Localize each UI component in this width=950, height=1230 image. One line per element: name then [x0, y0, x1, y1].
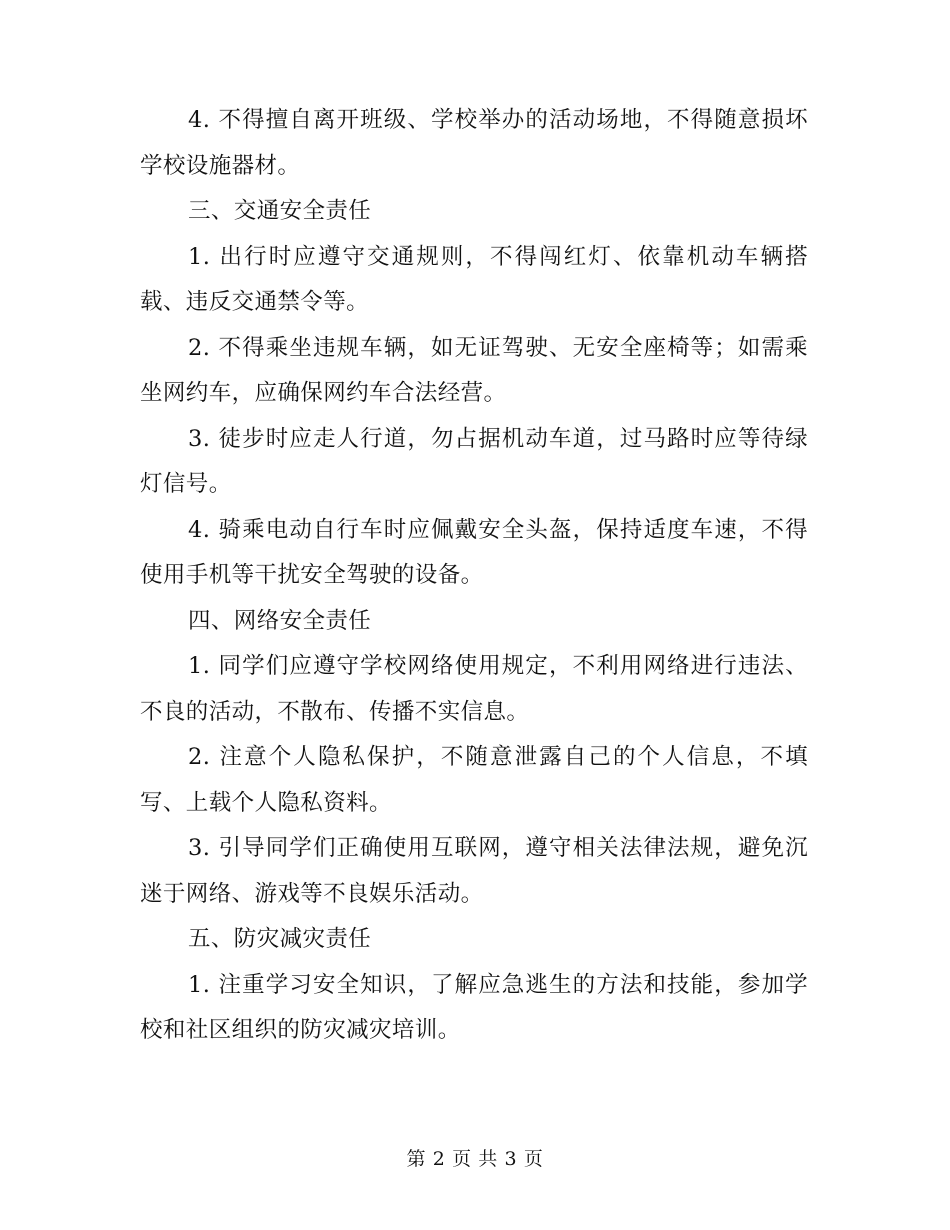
paragraph-item-3-internet-use: 3. 引导同学们正确使用互联网，遵守相关法律法规，避免沉迷于网络、游戏等不良娱乐活动。 [140, 835, 808, 907]
paragraph-item-4-facilities: 4. 不得擅自离开班级、学校举办的活动场地，不得随意损坏学校设施器材。 [140, 107, 808, 179]
section-heading-network-safety: 四、网络安全责任 [188, 607, 372, 634]
page-number-label: 第 2 页 共 3 页 [406, 1148, 544, 1170]
page-footer [0, 1146, 950, 1172]
paragraph-item-2-vehicles: 2. 不得乘坐违规车辆，如无证驾驶、无安全座椅等；如需乘坐网约车，应确保网约车合法经营。 [140, 334, 808, 406]
paragraph-item-1-traffic-rules: 1. 出行时应遵守交通规则，不得闯红灯、依靠机动车辆搭载、违反交通禁令等。 [140, 243, 808, 315]
paragraph-item-1-network-rules: 1. 同学们应遵守学校网络使用规定，不利用网络进行违法、不良的活动，不散布、传播不实信息。 [140, 653, 808, 725]
paragraph-item-4-e-bike: 4. 骑乘电动自行车时应佩戴安全头盔，保持适度车速，不得使用手机等干扰安全驾驶的设备。 [140, 516, 808, 588]
section-heading-disaster-prevention: 五、防灾减灾责任 [188, 926, 372, 952]
document-body [140, 98, 808, 1054]
paragraph-item-1-safety-knowledge: 1. 注重学习安全知识，了解应急逃生的方法和技能，参加学校和社区组织的防灾减灾培训。 [140, 971, 808, 1043]
paragraph-item-2-privacy: 2. 注意个人隐私保护，不随意泄露自己的个人信息，不填写、上载个人隐私资料。 [140, 744, 808, 816]
paragraph-item-3-walking: 3. 徒步时应走人行道，勿占据机动车道，过马路时应等待绿灯信号。 [140, 425, 808, 497]
section-heading-traffic-safety: 三、交通安全责任 [188, 198, 372, 224]
